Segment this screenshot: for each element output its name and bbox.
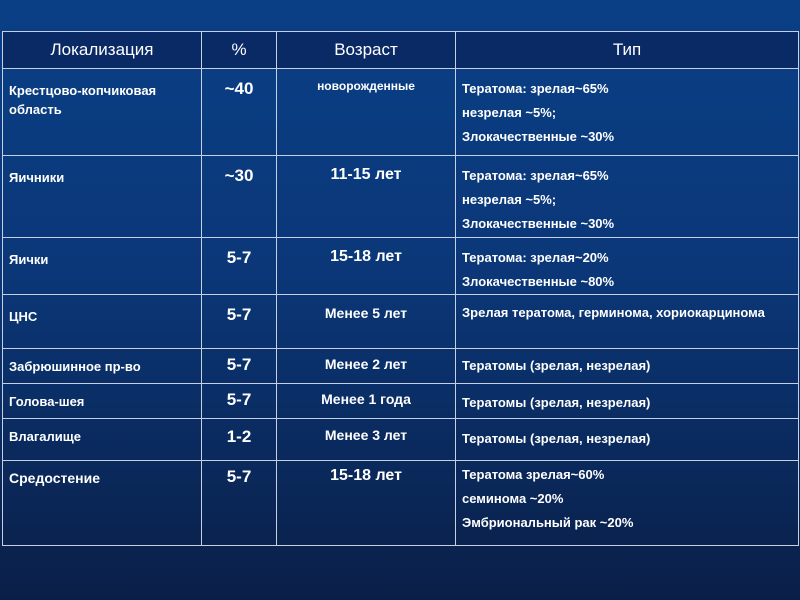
type-line: Тератома: зрелая~65%	[462, 168, 609, 183]
type-line: Тератомы (зрелая, незрелая)	[462, 395, 651, 410]
cell-percent: 5-7	[226, 355, 252, 374]
type-line: Тератома зрелая~60%	[462, 467, 605, 482]
header-age: Возраст	[277, 32, 456, 69]
cell-location: Средостение	[9, 470, 100, 486]
table-row	[3, 295, 799, 349]
header-location: Локализация	[3, 32, 202, 69]
cell-location: Забрюшинное пр-во	[9, 359, 141, 374]
cell-percent: 5-7	[226, 305, 252, 324]
cell-location: ЦНС	[9, 309, 38, 324]
cell-location: Яички	[9, 252, 49, 267]
cell-age: Менее 1 года	[321, 391, 411, 407]
cell-location: Голова-шея	[9, 394, 85, 409]
table-row	[3, 419, 799, 461]
cell-age: Менее 5 лет	[324, 305, 408, 321]
type-line: Зрелая тератома, герминома, хориокарцинома	[462, 305, 765, 320]
teratoma-table	[2, 31, 799, 546]
cell-age: 15-18 лет	[330, 467, 402, 484]
cell-age: 15-18 лет	[330, 248, 402, 265]
type-line: семинома ~20%	[462, 491, 564, 506]
cell-type	[456, 419, 798, 451]
header-percent: %	[202, 32, 277, 69]
header-type: Тип	[456, 32, 799, 69]
cell-percent: ~40	[224, 79, 254, 98]
table-row	[3, 69, 799, 156]
table-row	[3, 461, 799, 546]
type-line: Злокачественные ~30%	[462, 216, 615, 231]
table-row	[3, 349, 799, 384]
type-line: Эмбриональный рак ~20%	[462, 515, 634, 530]
cell-percent: 5-7	[226, 390, 252, 409]
cell-location: Яичники	[9, 170, 65, 185]
cell-age: Менее 2 лет	[324, 356, 408, 372]
cell-percent: 5-7	[226, 467, 252, 486]
type-line: Тератома: зрелая~65%	[462, 81, 609, 96]
type-line: Тератома: зрелая~20%	[462, 250, 609, 265]
cell-type	[456, 69, 798, 149]
header-row	[3, 32, 799, 69]
cell-type	[456, 238, 798, 294]
cell-type	[456, 461, 798, 535]
type-line: Тератомы (зрелая, незрелая)	[462, 358, 651, 373]
cell-type	[456, 156, 798, 236]
cell-percent: 1-2	[226, 427, 252, 446]
cell-type	[456, 295, 798, 322]
cell-age: новорожденные	[317, 79, 415, 93]
type-line: Тератомы (зрелая, незрелая)	[462, 431, 651, 446]
type-line: незрелая ~5%;	[462, 192, 557, 207]
cell-age: Менее 3 лет	[324, 427, 408, 443]
cell-percent: 5-7	[226, 248, 252, 267]
type-line: Злокачественные ~80%	[462, 274, 615, 289]
cell-percent: ~30	[224, 166, 254, 185]
cell-location: Влагалище	[9, 429, 81, 444]
table-row	[3, 384, 799, 419]
table-row	[3, 156, 799, 238]
type-line: незрелая ~5%;	[462, 105, 557, 120]
type-line: Злокачественные ~30%	[462, 129, 615, 144]
cell-age: 11-15 лет	[330, 166, 402, 183]
cell-type	[456, 384, 798, 415]
cell-type	[456, 349, 798, 378]
cell-location: Крестцово-копчиковая область	[9, 83, 157, 117]
table-row	[3, 238, 799, 295]
